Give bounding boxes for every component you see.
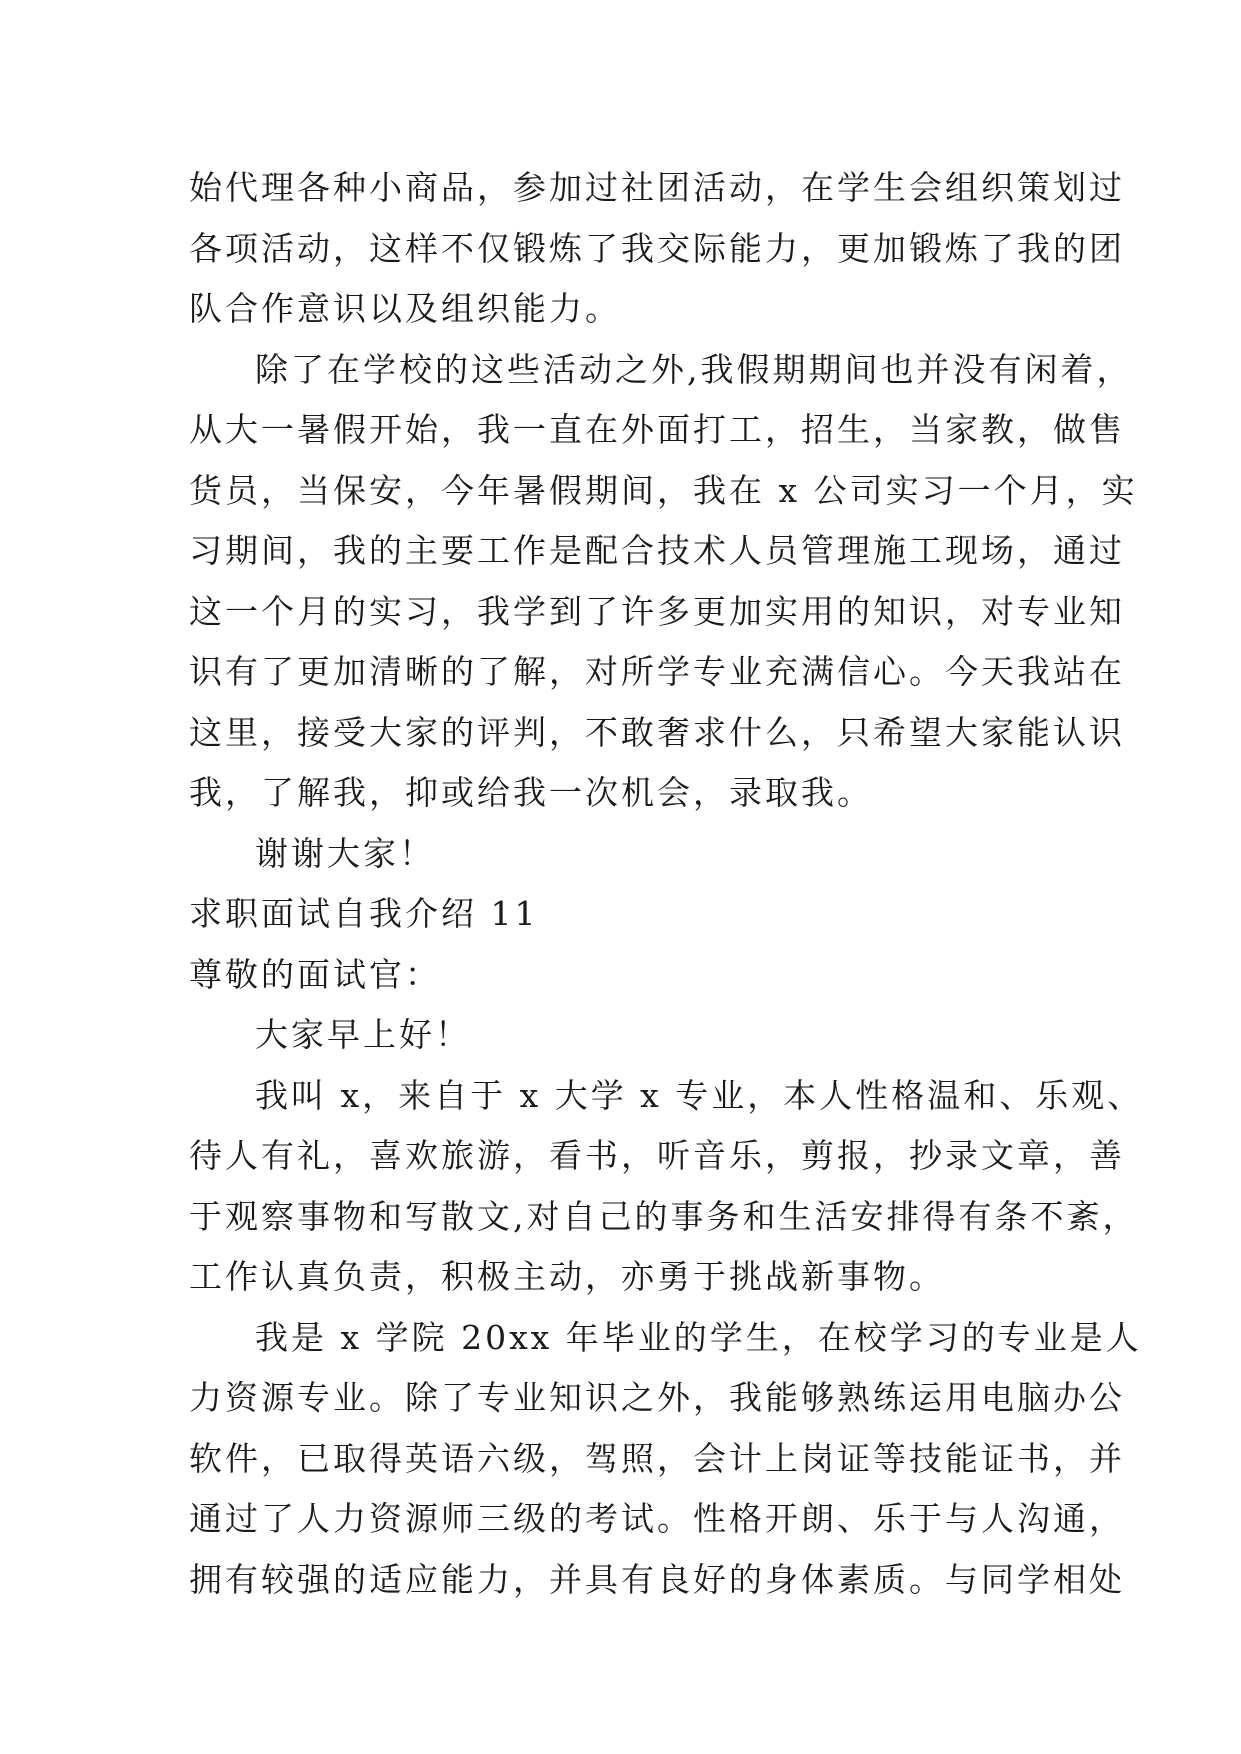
text-line: 各项活动，这样不仅锻炼了我交际能力，更加锻炼了我的团 xyxy=(189,228,1125,268)
text-line: 通过了人力资源师三级的考试。性格开朗、乐于与人沟通， xyxy=(189,1499,1125,1538)
text-line: 我叫 x，来自于 x 大学 x 专业，本人性格温和、乐观、 xyxy=(255,1075,1144,1115)
text-line: 始代理各种小商品，参加过社团活动，在学生会组织策划过 xyxy=(189,168,1125,207)
text-line: 大家早上好！ xyxy=(255,1015,471,1054)
text-line: 从大一暑假开始，我一直在外面打工，招生，当家教，做售 xyxy=(189,410,1125,449)
text-line: 于观察事物和写散文,对自己的事务和生活安排得有条不紊， xyxy=(189,1196,1139,1236)
text-line: 我是 x 学院 20xx 年毕业的学生，在校学习的专业是人 xyxy=(255,1317,1142,1357)
text-line: 待人有礼，喜欢旅游，看书，听音乐，剪报，抄录文章，善 xyxy=(189,1136,1125,1175)
document-body xyxy=(189,158,1144,1610)
text-line: 这里，接受大家的评判，不敢奢求什么，只希望大家能认识 xyxy=(189,712,1125,752)
text-line: 识有了更加清晰的了解，对所学专业充满信心。今天我站在 xyxy=(189,652,1125,691)
text-line: 队合作意识以及组织能力。 xyxy=(189,289,621,328)
text-line: 这一个月的实习，我学到了许多更加实用的知识，对专业知 xyxy=(189,591,1125,631)
text-line: 除了在学校的这些活动之外,我假期期间也并没有闲着， xyxy=(255,349,1133,389)
text-line: 力资源专业。除了专业知识之外，我能够熟练运用电脑办公 xyxy=(189,1378,1125,1417)
text-line: 谢谢大家！ xyxy=(255,833,435,873)
text-line: 货员，当保安，今年暑假期间，我在 x 公司实习一个月，实 xyxy=(189,470,1138,510)
text-line: 习期间，我的主要工作是配合技术人员管理施工现场，通过 xyxy=(189,531,1125,570)
text-line: 拥有较强的适应能力，并具有良好的身体素质。与同学相处 xyxy=(189,1559,1125,1599)
text-line: 求职面试自我介绍 11 xyxy=(189,894,539,933)
text-line: 工作认真负责，积极主动，亦勇于挑战新事物。 xyxy=(189,1257,945,1296)
text-line: 尊敬的面试官： xyxy=(189,954,441,994)
text-line: 软件，已取得英语六级，驾照，会计上岗证等技能证书，并 xyxy=(189,1438,1125,1478)
text-line: 我，了解我，抑或给我一次机会，录取我。 xyxy=(189,773,873,812)
